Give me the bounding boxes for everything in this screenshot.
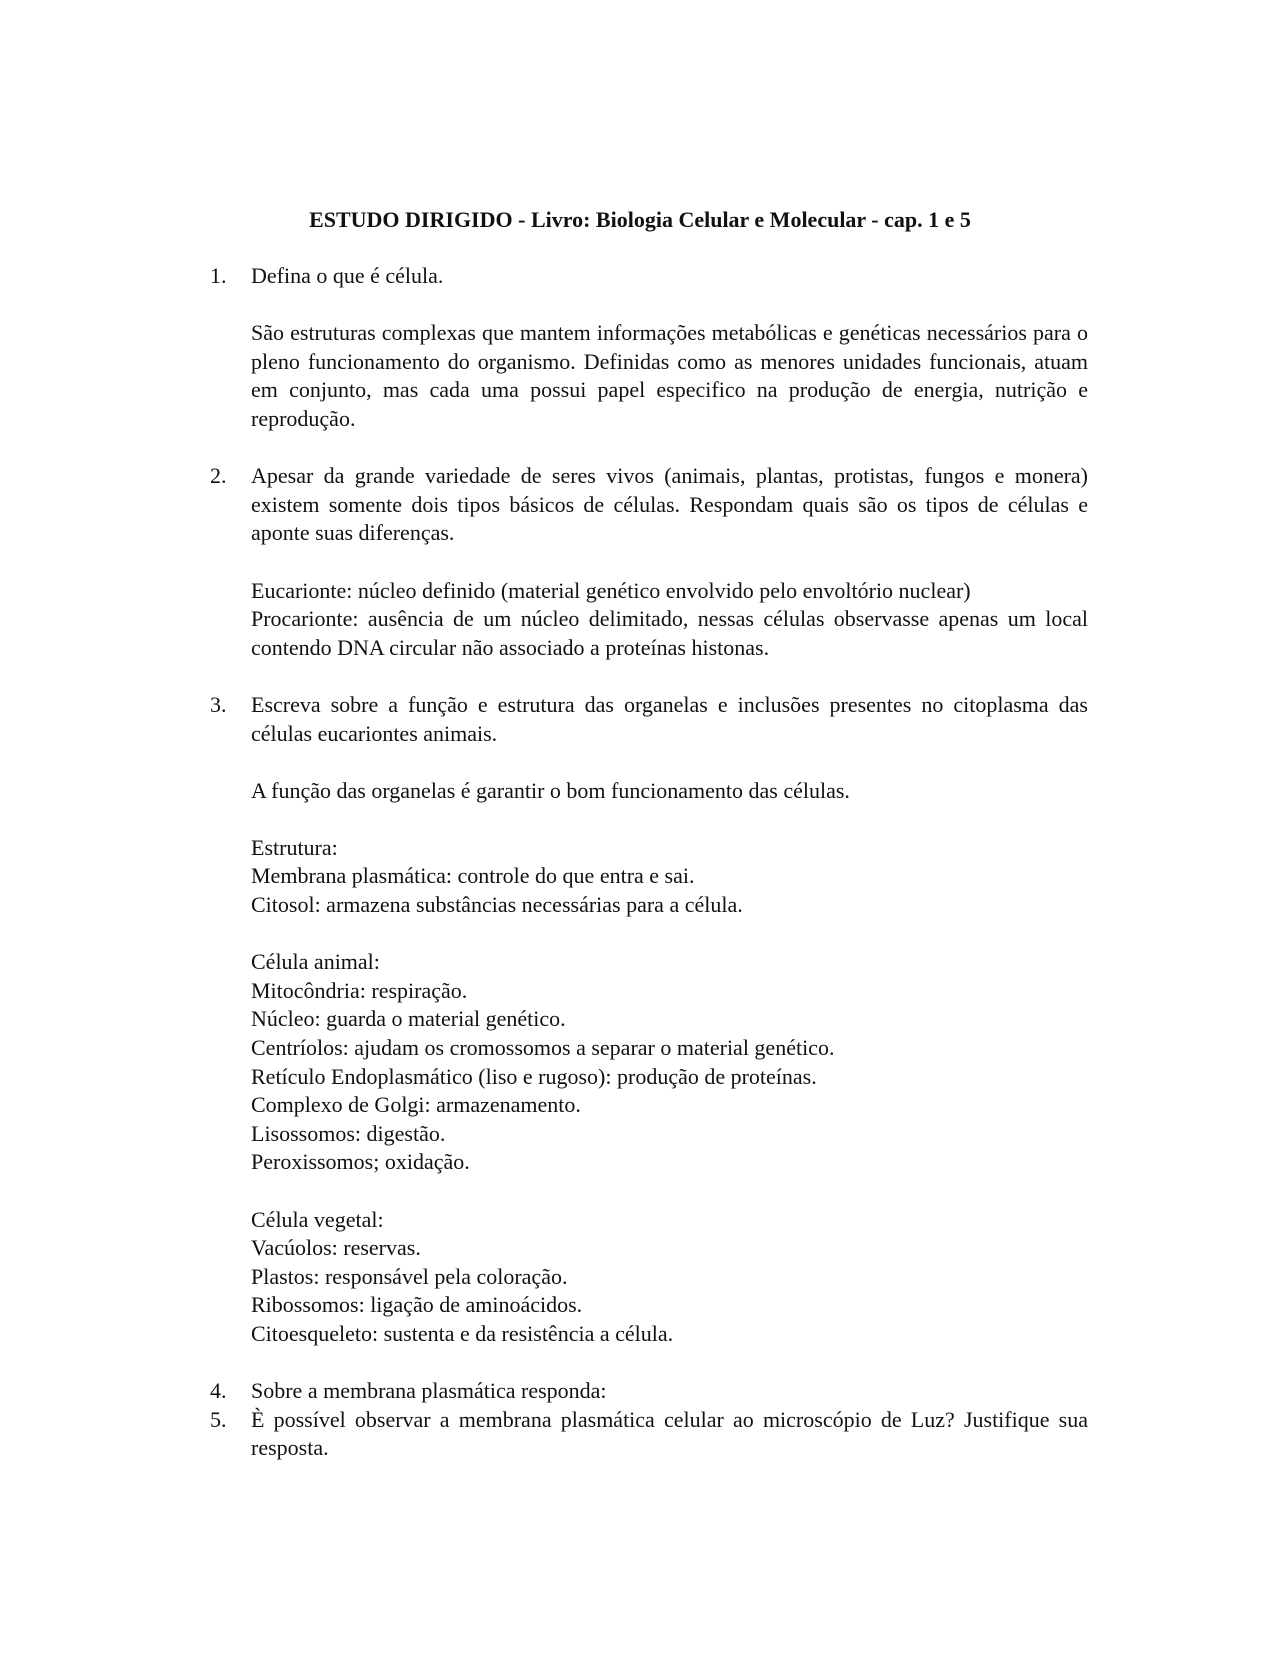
list-item: Núcleo: guarda o material genético. [251,1006,566,1032]
list-item: Peroxissomos; oxidação. [251,1149,470,1175]
answer-text: São estruturas complexas que mantem informações metabólicas e genéticas necessários para o pleno funcionamento do organismo. Definidas como as menores unidades funcionais, atuam em conjunto, mas cada uma possui papel especifico na produção de energia, nutrição e reprodução. [251,320,1088,431]
question-text: È possível observar a membrana plasmática celular ao microscópio de Luz? Justifique sua resposta. [251,1406,1088,1461]
section-heading: Célula animal: [251,949,380,975]
question-number: 1. [210,263,227,288]
question-text: Sobre a membrana plasmática responda: [251,1378,607,1404]
question-number: 2. [210,463,227,489]
question-number: 4. [210,1378,227,1404]
answer-procarionte: Procarionte: ausência de um núcleo delimitado, nessas células observasse apenas um local contendo DNA circular não associado a proteínas histonas. [251,606,1088,660]
celula-animal-section [251,948,1088,1177]
list-item: Citosol: armazena substâncias necessárias para a célula. [251,892,743,918]
estrutura-section [251,834,1088,920]
list-item: Membrana plasmática: controle do que entra e sai. [251,863,695,889]
question-2 [210,462,1090,662]
list-item: Lisossomos: digestão. [251,1120,446,1146]
list-item: Retículo Endoplasmático (liso e rugoso): produção de proteínas. [251,1063,817,1089]
list-item: Plastos: responsável pela coloração. [251,1263,568,1289]
list-item: Centríolos: ajudam os cromossomos a separar o material genético. [251,1035,835,1061]
section-heading: Estrutura: [251,834,338,860]
answer-intro: A função das organelas é garantir o bom funcionamento das células. [251,777,850,803]
question-number: 3. [210,691,227,717]
celula-vegetal-section [251,1206,1088,1349]
answer-eucarionte: Eucarionte: núcleo definido (material genético envolvido pelo envoltório nuclear) [251,577,971,603]
section-heading: Célula vegetal: [251,1206,384,1232]
question-number: 5. [210,1406,227,1432]
question-3 [210,691,1090,1349]
document-title: ESTUDO DIRIGIDO - Livro: Biologia Celular e Molecular - cap. 1 e 5 [309,207,971,232]
list-item: Mitocôndria: respiração. [251,977,468,1003]
question-5 [210,1406,1090,1463]
question-1 [210,262,1090,434]
question-text: Apesar da grande variedade de seres vivos (animais, plantas, protistas, fungos e monera) existem somente dois tipos básicos de células. Respondam quais são os tipos de células e aponte suas diferenças. [251,463,1088,546]
list-item: Vacúolos: reservas. [251,1235,421,1261]
question-text: Escreva sobre a função e estrutura das organelas e inclusões presentes no citoplasma das células eucariontes animais. [251,691,1088,746]
list-item: Ribossomos: ligação de aminoácidos. [251,1292,583,1318]
document-body [210,262,1090,1463]
question-4 [210,1377,1090,1406]
list-item: Citoesqueleto: sustenta e da resistência a célula. [251,1320,674,1346]
list-item: Complexo de Golgi: armazenamento. [251,1092,581,1118]
question-text: Defina o que é célula. [251,263,444,288]
